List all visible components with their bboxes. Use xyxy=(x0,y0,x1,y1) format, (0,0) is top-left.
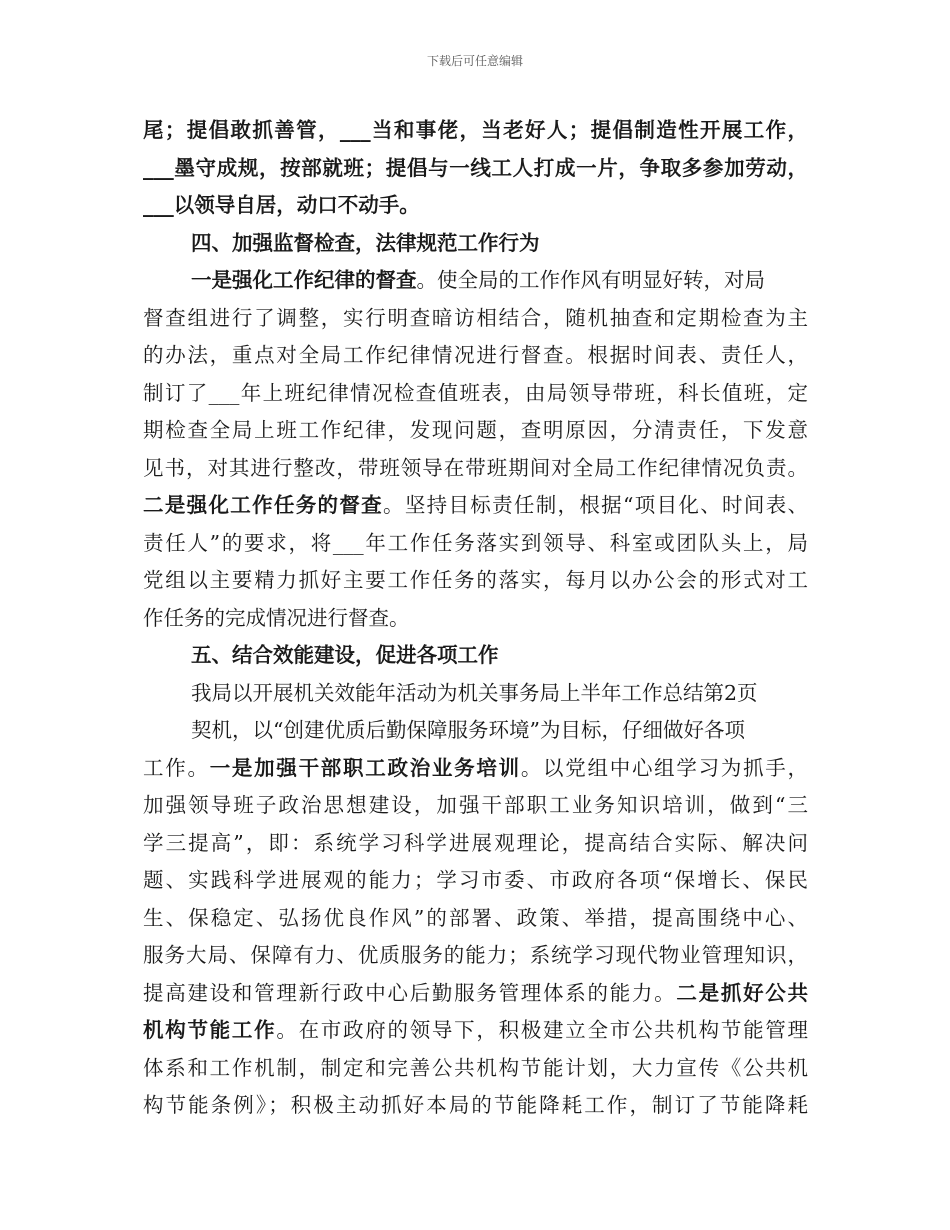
bold-text: 一是强化工作纪律的督查 xyxy=(191,268,417,292)
body-text: 我局以开展机关效能年活动为机关事务局上半年工作总结第2页 xyxy=(191,680,758,705)
text-line xyxy=(143,1050,808,1088)
body-text: 期检查全局上班工作纪律，发现问题，查明原因，分清责任，下发意 xyxy=(143,418,808,442)
body-text: 契机，以“创建优质后勤保障服务环境”为目标，仔细做好各项 xyxy=(191,718,745,742)
body-text: 的办法，重点对全局工作纪律情况进行督查。根据时间表、责任人， xyxy=(143,343,808,367)
text-line xyxy=(143,787,808,825)
body-text: 。以党组中心组学习为抓手， xyxy=(520,755,809,780)
body-text: 构节能条例》；积极主动抓好本局的节能降耗工作，制订了节能降耗 xyxy=(143,1093,808,1117)
text-line xyxy=(143,712,808,750)
bold-text: ___墨守成规，按部就班；提倡与一线工人打成一片，争取多参加劳动， xyxy=(143,155,808,180)
text-line xyxy=(143,187,808,225)
text-line xyxy=(143,112,808,150)
text-line xyxy=(143,900,808,938)
body-text: 党组以主要精力抓好主要工作任务的落实，每月以办公会的形式对工 xyxy=(143,568,808,592)
text-line xyxy=(143,375,808,413)
text-line xyxy=(143,337,808,375)
text-line xyxy=(143,150,808,188)
text-line xyxy=(143,600,808,638)
text-line xyxy=(143,675,808,713)
body-text: 。坚持目标责任制，根据“项目化、时间表、 xyxy=(383,493,809,517)
text-line xyxy=(143,825,808,863)
body-text: 制订了___年上班纪律情况检查值班表，由局领导带班，科长值班，定 xyxy=(143,380,808,405)
text-line xyxy=(143,300,808,338)
body-text: 体系和工作机制，制定和完善公共机构节能计划，大力宣传《公共机 xyxy=(143,1055,808,1080)
body-text: 。使全局的工作作风有明显好转，对局 xyxy=(416,268,765,292)
document-body xyxy=(143,112,808,1125)
text-line xyxy=(143,975,808,1013)
text-line xyxy=(143,225,808,263)
bold-text: 二是抓好公共 xyxy=(676,980,809,1005)
bold-text: 四、加强监督检查，法律规范工作行为 xyxy=(191,230,540,255)
body-text: 工作。 xyxy=(143,755,210,780)
text-line xyxy=(143,862,808,900)
body-text: 题、实践科学进展观的能力；学习市委、市政府各项“保增长、保民 xyxy=(143,868,808,892)
body-text: 责任人”的要求，将___年工作任务落实到领导、科室或团队头上，局 xyxy=(143,530,808,555)
text-line xyxy=(143,937,808,975)
text-line xyxy=(143,525,808,563)
body-text: 生、保稳定、弘扬优良作风”的部署、政策、举措，提高围绕中心、 xyxy=(143,905,808,930)
text-line xyxy=(143,1012,808,1050)
body-text: 加强领导班子政治思想建设，加强干部职工业务知识培训，做到“三 xyxy=(143,793,808,817)
body-text: 见书，对其进行整改，带班领导在带班期间对全局工作纪律情况负责。 xyxy=(143,455,808,480)
body-text: 服务大局、保障有力、优质服务的能力；系统学习现代物业管理知识， xyxy=(143,943,808,967)
bold-text: ___以领导自居，动口不动手。 xyxy=(143,193,420,217)
text-line xyxy=(143,450,808,488)
text-line xyxy=(143,412,808,450)
body-text: 作任务的完成情况进行督查。 xyxy=(143,605,410,630)
text-line xyxy=(143,262,808,300)
bold-text: 二是强化工作任务的督查 xyxy=(143,493,383,517)
page-header: 下载后可任意编辑 xyxy=(426,54,523,68)
body-text: 督查组进行了调整，实行明查暗访相结合，随机抽查和定期检查为主 xyxy=(143,305,808,330)
bold-text: 五、结合效能建设，促进各项工作 xyxy=(191,643,499,667)
bold-text: 一是加强干部职工政治业务培训 xyxy=(209,755,521,780)
bold-text: 机构节能工作 xyxy=(143,1018,277,1042)
body-text: 。在市政府的领导下，积极建立全市公共机构节能管理 xyxy=(276,1018,809,1042)
bold-text: 尾；提倡敢抓善管，___当和事佬，当老好人；提倡制造性开展工作， xyxy=(143,118,808,142)
text-line xyxy=(143,562,808,600)
body-text: 提高建设和管理新行政中心后勤服务管理体系的能力。 xyxy=(143,980,677,1005)
text-line xyxy=(143,1087,808,1125)
text-line xyxy=(143,487,808,525)
text-line xyxy=(143,637,808,675)
body-text: 学三提高”，即：系统学习科学进展观理论，提高结合实际、解决问 xyxy=(143,830,808,855)
text-line xyxy=(143,750,808,788)
